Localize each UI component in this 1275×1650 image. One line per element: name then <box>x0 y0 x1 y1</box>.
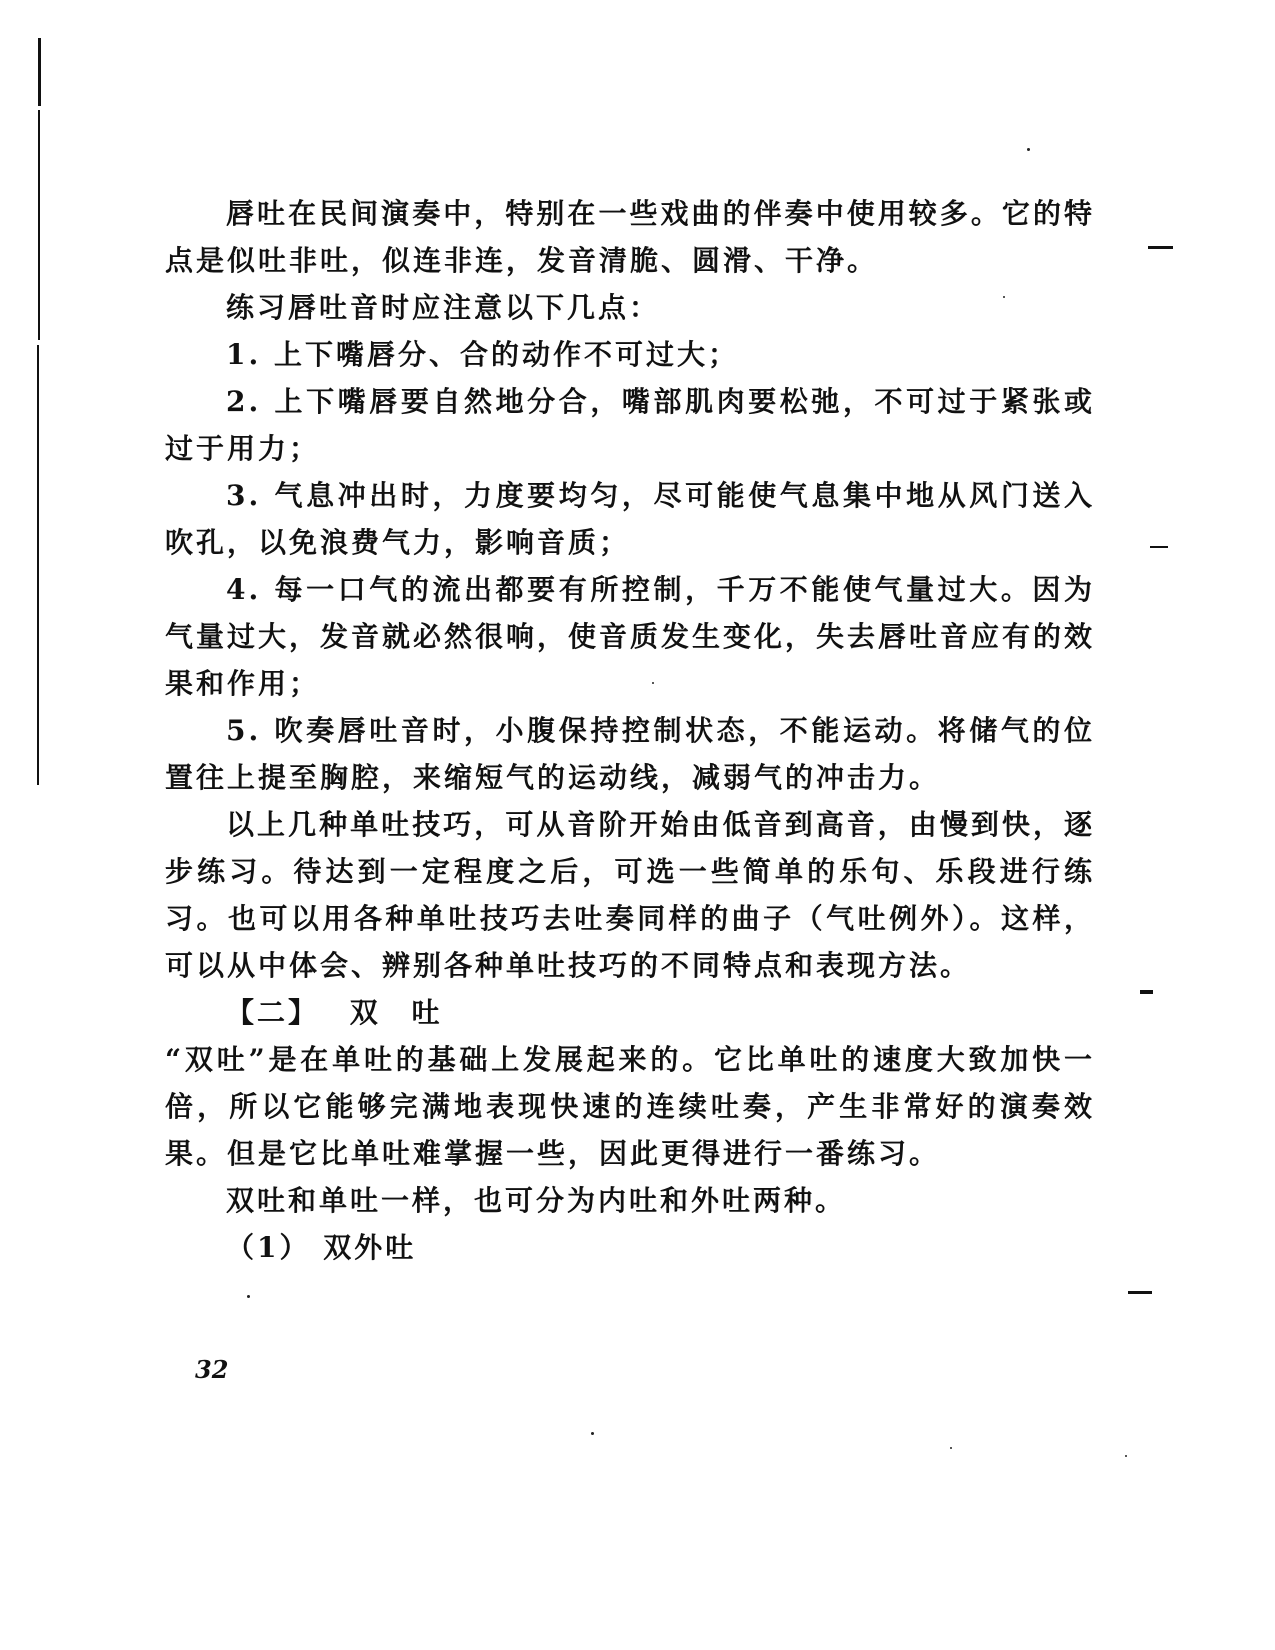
margin-mark-2 <box>1150 546 1168 548</box>
page-number: 32 <box>195 1355 229 1384</box>
paragraph: “双吐”是在单吐的基础上发展起来的。它比单吐的速度大致加快一倍，所以它能够完满地表现快速的连续吐奏，产生非常好的演奏效果。但是它比单吐难掌握一些，因此更得进行一番练习。 <box>165 1043 1095 1170</box>
paragraph: 以上几种单吐技巧，可从音阶开始由低音到高音，由慢到快，逐步练习。待达到一定程度之后，可选一些简单的乐句、乐段进行练习。也可以用各种单吐技巧去吐奏同样的曲子（气吐例外）。这样，可以从中体会、辨别各种单吐技巧的不同特点和表现方法。 <box>165 808 1095 982</box>
margin-mark-1 <box>1148 246 1173 249</box>
list-item: 2. 上下嘴唇要自然地分合，嘴部肌肉要松弛，不可过于紧张或过于用力； <box>165 385 1095 465</box>
scan-speck <box>247 1295 250 1298</box>
paragraph: 双吐和单吐一样，也可分为内吐和外吐两种。 <box>226 1184 847 1217</box>
binding-line-mid <box>38 110 40 340</box>
scan-speck <box>591 1432 594 1435</box>
binding-line-lower <box>37 345 39 785</box>
binding-line-top <box>38 38 41 106</box>
scan-speck <box>950 1447 952 1449</box>
list-item: 5. 吹奏唇吐音时，小腹保持控制状态，不能运动。将储气的位置往上提至胸腔，来缩短气的运动线，减弱气的冲击力。 <box>165 714 1095 794</box>
section-heading: 【二】 双 吐 <box>226 996 443 1029</box>
list-item: 3. 气息冲出时，力度要均匀，尽可能使气息集中地从风门送入吹孔，以免浪费气力，影响音质； <box>165 479 1095 559</box>
margin-mark-3 <box>1140 990 1153 994</box>
body-text <box>165 190 1095 1271</box>
list-item: 4. 每一口气的流出都要有所控制，千万不能使气量过大。因为气量过大，发音就必然很响，使音质发生变化，失去唇吐音应有的效果和作用； <box>165 573 1096 700</box>
scan-speck <box>1027 148 1030 151</box>
list-item: 1. 上下嘴唇分、合的动作不可过大； <box>226 338 739 371</box>
scan-speck <box>1125 1455 1127 1457</box>
paragraph: 唇吐在民间演奏中，特别在一些戏曲的伴奏中使用较多。它的特点是似吐非吐，似连非连，发音清脆、圆滑、干净。 <box>165 197 1095 277</box>
subsection-label: （1） 双外吐 <box>226 1231 417 1264</box>
paragraph: 练习唇吐音时应注意以下几点： <box>226 291 661 324</box>
margin-mark-4 <box>1128 1291 1152 1294</box>
